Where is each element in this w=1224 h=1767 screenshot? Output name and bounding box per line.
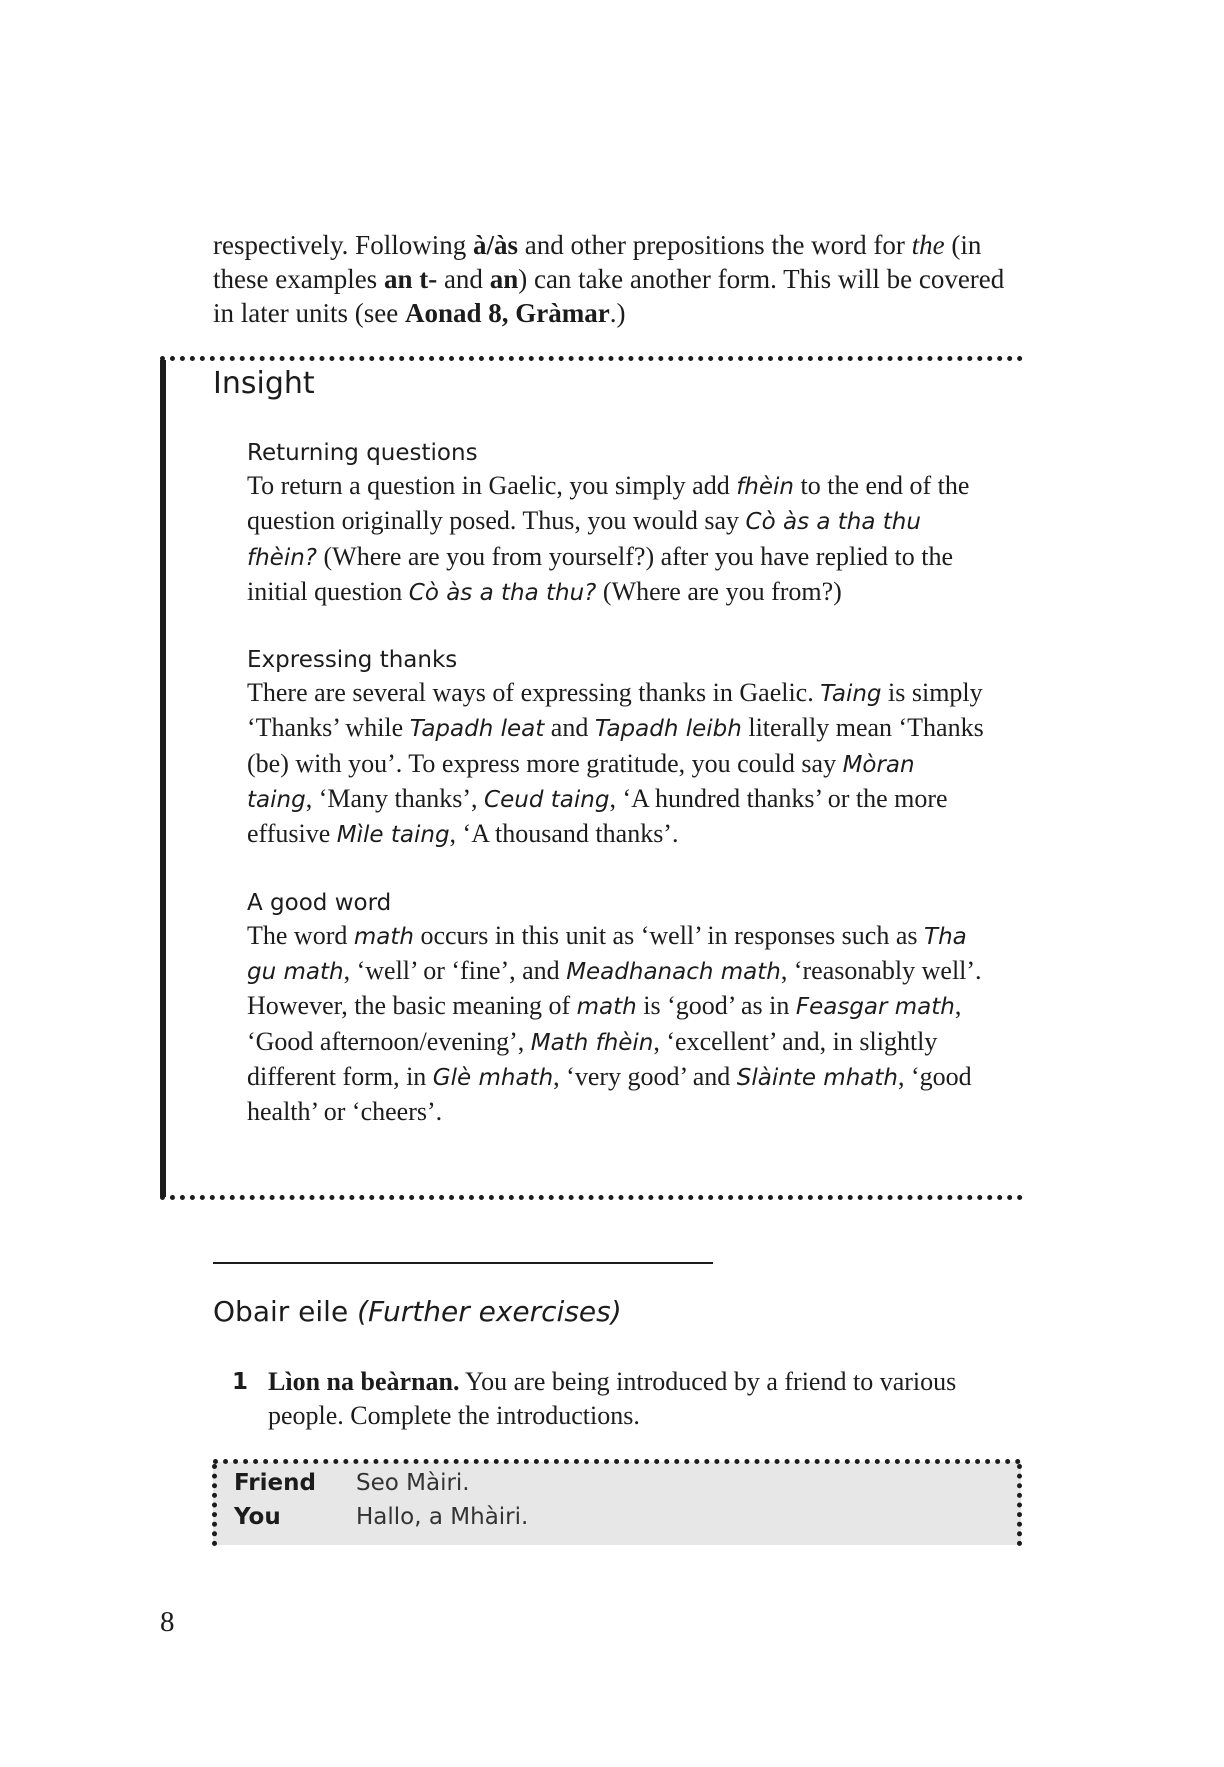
section-heading: Returning questions [247,440,478,466]
insight-top-border [160,356,1023,361]
dialogue-left-border [212,1464,217,1546]
section-text: The word math occurs in this unit as ‘well’ in responses such as Tha gu math, ‘well’ or ‘fine’, and Meadhanach math, ‘reasonably well’. However, the basic meaning of math is ‘good’ as in Feasgar math, ‘Good afternoon/evening’, Math fhèin, ‘excellent’ and, in slightly different form, in Glè mhath, ‘very good’ and Slàinte mhath, ‘good health’ or ‘cheers’. [247,920,982,1127]
intro-paragraph: respectively. Following à/às and other prepositions the word for the (in these examples an t- and an) can take another form. This will be covered in later units (see Aonad 8, Gràmar.) [213,230,1005,328]
dialogue-top-border [213,1459,1021,1464]
page-number: 8 [160,1606,175,1638]
insight-title: Insight [213,366,315,401]
dialogue-right-border [1017,1464,1022,1546]
dialogue-row [234,1502,528,1532]
section-heading: A good word [247,889,392,916]
section-divider [213,1262,713,1264]
insight-body [247,437,987,1163]
insight-section-returning-questions [247,437,987,610]
insight-section-a-good-word [247,887,987,1130]
insight-bottom-border [160,1195,1023,1200]
exercises-heading [213,1294,622,1330]
section-heading: Expressing thanks [247,647,458,674]
section-text: To return a question in Gaelic, you simply add fhèin to the end of the question originally posed. Thus, you would say Cò às a tha thu fhèin? (Where are you from yourself?) after you have replied to the initial question Cò às a tha thu? (Where are you from?) [247,471,970,606]
exercise-instruction: Lìon na beàrnan. You are being introduced by a friend to various people. Complete the introductions. [268,1367,957,1430]
dialogue-speaker: Friend [234,1470,316,1496]
insight-section-expressing-thanks [247,644,987,852]
section-text: There are several ways of expressing thanks in Gaelic. Taing is simply ‘Thanks’ while Tapadh leat and Tapadh leibh literally mean ‘Thanks (be) with you’. To express more gratitude, you could say Mòran taing, ‘Many thanks’, Ceud taing, ‘A hundred thanks’ or the more effusive Mìle taing, ‘A thousand thanks’. [247,678,984,849]
dialogue-line: Seo Màiri. [356,1470,470,1496]
exercises-title: Obair eile [213,1295,349,1328]
exercise-item-1 [232,1365,1022,1433]
exercises-subtitle: (Further exercises) [357,1295,622,1328]
insight-side-bar [160,360,166,1197]
dialogue-line: Hallo, a Mhàiri. [356,1504,529,1530]
exercise-number: 1 [232,1369,249,1395]
dialogue-row [234,1468,470,1498]
dialogue-speaker: You [234,1504,281,1530]
